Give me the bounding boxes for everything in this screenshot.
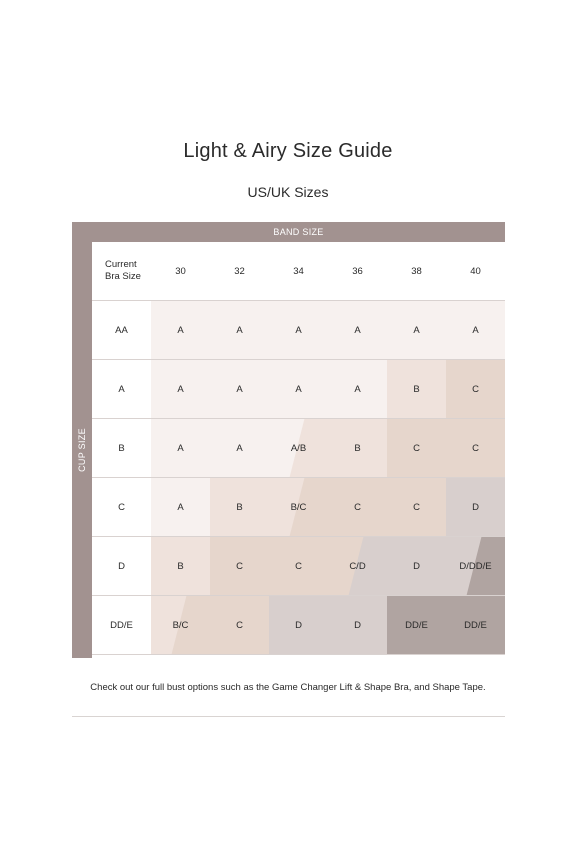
recommended-size-cell: DD/E xyxy=(405,619,428,631)
band-header-36: 36 xyxy=(352,265,363,277)
cup-size-cell: C xyxy=(118,501,125,513)
recommended-size-cell: A xyxy=(295,324,302,336)
cup-size-cell: A xyxy=(118,383,125,395)
recommended-size-cell: A xyxy=(354,324,361,336)
band-header-40: 40 xyxy=(470,265,481,277)
size-row xyxy=(92,360,505,419)
recommended-size-cell: D xyxy=(354,619,361,631)
recommended-size-cell: C xyxy=(472,442,479,454)
recommended-size-cell: DD/E xyxy=(464,619,487,631)
recommended-size-cell: D/DD/E xyxy=(459,560,492,572)
recommended-size-cell: C xyxy=(295,560,302,572)
recommended-size-cell: B xyxy=(354,442,361,454)
recommended-size-cell: C xyxy=(413,501,420,513)
recommended-size-cell: A xyxy=(177,501,184,513)
recommended-size-cell: C/D xyxy=(349,560,366,572)
recommended-size-cell: C xyxy=(413,442,420,454)
recommended-size-cell: B xyxy=(177,560,184,572)
recommended-size-cell: A/B xyxy=(290,442,307,454)
cup-size-cell: DD/E xyxy=(110,619,133,631)
recommended-size-cell: A xyxy=(236,383,243,395)
page-title: Light & Airy Size Guide xyxy=(183,140,393,162)
size-row xyxy=(92,596,505,655)
recommended-size-cell: D xyxy=(295,619,302,631)
recommended-size-cell: C xyxy=(236,619,243,631)
band-header-32: 32 xyxy=(234,265,245,277)
recommended-size-cell: A xyxy=(236,442,243,454)
size-chart xyxy=(72,222,505,658)
size-row xyxy=(92,301,505,360)
recommended-size-cell: A xyxy=(177,324,184,336)
recommended-size-cell: A xyxy=(236,324,243,336)
recommended-size-cell: B/C xyxy=(172,619,189,631)
size-grid xyxy=(92,242,505,658)
recommended-size-cell: C xyxy=(354,501,361,513)
recommended-size-cell: C xyxy=(236,560,243,572)
band-header-34: 34 xyxy=(293,265,304,277)
band-size-label: BAND SIZE xyxy=(273,227,324,237)
cup-size-cell: AA xyxy=(115,324,128,336)
current-size-header: Current Bra Size xyxy=(105,259,141,282)
recommended-size-cell: C xyxy=(472,383,479,395)
recommended-size-cell: A xyxy=(177,383,184,395)
recommended-size-cell: A xyxy=(472,324,479,336)
recommended-size-cell: A xyxy=(413,324,420,336)
header-row xyxy=(92,242,505,301)
recommended-size-cell: A xyxy=(354,383,361,395)
size-row xyxy=(92,537,505,596)
recommended-size-cell: B/C xyxy=(290,501,307,513)
cup-size-label-container xyxy=(72,242,92,658)
recommended-size-cell: D xyxy=(472,501,479,513)
recommended-size-cell: A xyxy=(177,442,184,454)
divider xyxy=(72,716,505,717)
band-header-30: 30 xyxy=(175,265,186,277)
band-header-38: 38 xyxy=(411,265,422,277)
cup-size-cell: D xyxy=(118,560,125,572)
page-subtitle: US/UK Sizes xyxy=(247,184,329,200)
recommended-size-cell: B xyxy=(413,383,420,395)
cup-size-cell: B xyxy=(118,442,125,454)
recommended-size-cell: D xyxy=(413,560,420,572)
footnote: Check out our full bust options such as the Game Changer Lift & Shape Bra, and Shape Tape. xyxy=(90,682,486,693)
recommended-size-cell: B xyxy=(236,501,243,513)
recommended-size-cell: A xyxy=(295,383,302,395)
cup-size-label: CUP SIZE xyxy=(77,428,87,472)
size-row xyxy=(92,419,505,478)
size-row xyxy=(92,478,505,537)
